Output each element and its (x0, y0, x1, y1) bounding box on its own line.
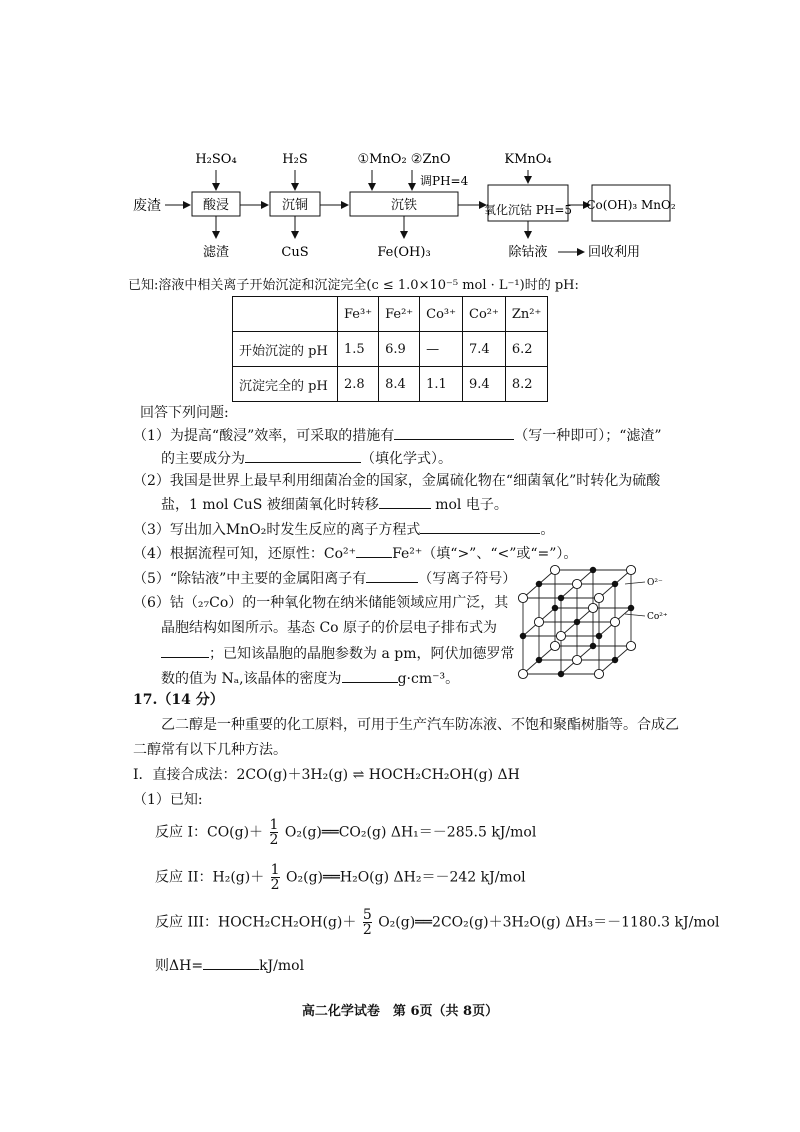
q16-2-line2 (161, 494, 740, 515)
cobalt-atom (590, 643, 596, 649)
cobalt-atom (558, 671, 564, 677)
table-row (233, 367, 548, 402)
q16-4-text-a: （4）根据流程可知，还原性：Co²⁺ (133, 546, 357, 562)
table-header: Co³⁺ (420, 297, 463, 332)
answer-blank[interactable] (245, 448, 361, 463)
output-recycle: 回收利用 (588, 245, 641, 260)
q16-4-text-b: Fe²⁺（填“>”、“<”或“=”）。 (392, 546, 578, 562)
reaction-2 (155, 863, 526, 892)
q16-2-text-b: 盐，1 mol CuS 被细菌氧化时转移 (161, 497, 379, 513)
q16-6-line2: 晶胞结构如图所示。基态 Co 原子的价层电子排布式为 (161, 620, 498, 636)
flow-adjust-ph: 调PH=4 (420, 174, 469, 188)
cobalt-atom (536, 657, 542, 663)
q16-1-text-c: 的主要成分为 (161, 451, 245, 467)
fraction-numerator: 1 (270, 862, 280, 878)
oxygen-atom (550, 641, 559, 650)
table-cell: 7.4 (463, 332, 506, 367)
q16-6-text-e: g·cm⁻³。 (397, 671, 460, 687)
cobalt-atom (536, 581, 542, 587)
answer-blank[interactable] (379, 494, 431, 509)
reaction-2-label: 反应 II：H₂(g)＋ (155, 869, 265, 886)
delta-h-label: 则ΔH= (155, 958, 204, 974)
oxygen-atom (572, 655, 581, 664)
fraction-five-halves (363, 908, 372, 937)
cobalt-atom (596, 633, 602, 639)
q16-1-text-a: （1）为提高“酸浸”效率，可采取的措施有 (133, 428, 395, 444)
table-cell: 8.4 (379, 367, 420, 402)
q16-3-text-b: 。 (540, 522, 555, 538)
q16-3-line (133, 519, 740, 540)
q16-3-text-a: （3）写出加入MnO₂时发生反应的离子方程式 (133, 522, 421, 538)
fraction-numerator: 1 (269, 817, 279, 833)
output-feoh3: Fe(OH)₃ (377, 245, 431, 260)
crystal-cell-diagram (515, 570, 668, 680)
table-header: Fe³⁺ (338, 297, 379, 332)
cobalt-atom (520, 633, 526, 639)
table-cell: — (420, 332, 463, 367)
reaction-3-rest: O₂(g)══2CO₂(g)＋3H₂O(g) ΔH₃＝－1180.3 kJ/mol (378, 914, 720, 931)
cobalt-atom (574, 619, 580, 625)
oxygen-atom (626, 565, 635, 574)
table-cell: 1.1 (420, 367, 463, 402)
oxygen-atom (626, 641, 635, 650)
known-intro: 已知:溶液中相关离子开始沉淀和沉淀完全(c ≤ 1.0×10⁻⁵ mol · L⁻¹)时的 pH: (128, 278, 579, 293)
cobalt-atom (558, 595, 564, 601)
reaction-1-label: 反应 I：CO(g)＋ (155, 824, 264, 841)
table-header: Co²⁺ (463, 297, 506, 332)
table-header-row (233, 297, 548, 332)
oxygen-atom (594, 593, 603, 602)
fraction-half (271, 863, 280, 892)
q17-known: （1）已知: (133, 792, 203, 808)
cobalt-atom (552, 605, 558, 611)
table-cell: 6.9 (379, 332, 420, 367)
answer-blank[interactable] (420, 519, 540, 534)
label-cobalt-ion: Co²⁺ (647, 612, 668, 622)
oxygen-atom (534, 617, 543, 626)
box-product-label: Co(OH)₃ MnO₂ (586, 198, 676, 212)
input-h2so4: H₂SO₄ (195, 152, 237, 167)
oxygen-atom (550, 565, 559, 574)
reaction-3 (155, 908, 720, 937)
table-cell: 9.4 (463, 367, 506, 402)
table-cell: 1.5 (338, 332, 379, 367)
fraction-denominator: 2 (270, 877, 280, 893)
ph-table (232, 296, 548, 402)
delta-h-answer-line (155, 955, 304, 975)
q16-6-text-d: 数的值为 Nₐ,该晶体的密度为 (161, 671, 342, 687)
delta-h-unit: kJ/mol (259, 958, 305, 974)
reaction-1-rest: O₂(g)══CO₂(g) ΔH₁＝－285.5 kJ/mol (284, 824, 537, 841)
output-co-removed-liquid: 除钴液 (508, 245, 548, 260)
table-header: Zn²⁺ (505, 297, 547, 332)
row-label: 沉淀完全的 pH (233, 367, 338, 402)
row-label: 开始沉淀的 pH (233, 332, 338, 367)
reaction-1 (155, 818, 536, 847)
oxygen-atom (518, 593, 527, 602)
q16-2-text-c: mol 电子。 (435, 497, 508, 513)
table-cell: 2.8 (338, 367, 379, 402)
q16-1-line2 (161, 448, 740, 469)
fraction-denominator: 2 (269, 832, 279, 848)
answer-blank[interactable] (356, 543, 392, 558)
cobalt-atom (628, 605, 634, 611)
q16-6-line1: （6）钴（₂₇Co）的一种氧化物在纳米储能领域应用广泛，其 (133, 595, 509, 611)
box-fe-precip-label: 沉铁 (390, 198, 418, 213)
answer-blank[interactable] (342, 668, 398, 683)
input-kmno4: KMnO₄ (504, 152, 552, 167)
oxygen-atom (518, 669, 527, 678)
fraction-denominator: 2 (362, 922, 372, 938)
q17-intro-2: 二醇常有以下几种方法。 (133, 742, 287, 758)
page-footer: 高二化学试卷 第 6页（共 8页） (301, 1004, 499, 1019)
q16-prompt: 回答下列问题: (140, 405, 229, 421)
q16-5-text-b: （写离子符号） (418, 571, 517, 587)
oxygen-atom (610, 617, 619, 626)
oxygen-atom (572, 579, 581, 588)
q17-intro-1: 乙二醇是一种重要的化工原料，可用于生产汽车防冻液、不饱和聚酯树脂等。合成乙 (161, 717, 679, 733)
q16-2-line1: （2）我国是世界上最早利用细菌冶金的国家，金属硫化物在“细菌氧化”时转化为硫酸 (133, 473, 661, 489)
cobalt-atom (612, 657, 618, 663)
reaction-2-rest: O₂(g)══H₂O(g) ΔH₂＝－242 kJ/mol (286, 869, 526, 886)
table-row (233, 332, 548, 367)
flow-start: 废渣 (133, 198, 161, 214)
output-residue: 滤渣 (202, 245, 230, 260)
q17-heading: 17.（14 分） (133, 692, 224, 708)
table-header: Fe²⁺ (379, 297, 420, 332)
q16-6-text-c: ；已知该晶胞的晶胞参数为 a pm，阿伏加德罗常 (209, 646, 515, 662)
cobalt-atom (590, 567, 596, 573)
q16-4-line (133, 543, 740, 564)
output-cus: CuS (281, 245, 309, 260)
oxygen-atom (556, 631, 565, 640)
q16-1-text-b: （写一种即可）；“滤渣” (514, 428, 662, 444)
q17-part1: I．直接合成法：2CO(g)＋3H₂(g) ⇌ HOCH₂CH₂OH(g) ΔH (133, 767, 520, 783)
table-corner (233, 297, 338, 332)
q16-5-text-a: （5）“除钴液”中主要的金属阳离子有 (133, 571, 367, 587)
answer-blank[interactable] (203, 955, 259, 970)
input-mno2-zno: ①MnO₂ ②ZnO (357, 152, 451, 167)
answer-blank[interactable] (161, 643, 209, 658)
oxygen-atom (594, 669, 603, 678)
box-cu-precip-label: 沉铜 (281, 198, 309, 213)
answer-blank[interactable] (394, 425, 514, 440)
fraction-half (270, 818, 279, 847)
flow-diagram (0, 0, 800, 280)
cobalt-atom (612, 581, 618, 587)
reaction-3-label: 反应 III：HOCH₂CH₂OH(g)＋ (155, 914, 357, 931)
input-h2s: H₂S (282, 152, 308, 167)
oxygen-atom (588, 603, 597, 612)
q16-1-line1 (133, 425, 740, 446)
answer-blank[interactable] (366, 568, 418, 583)
q16-1-text-d: （填化学式）。 (361, 451, 452, 467)
table-cell: 8.2 (505, 367, 547, 402)
box-co-oxidize-label: 氧化沉钴 PH=5 (483, 203, 573, 217)
table-cell: 6.2 (505, 332, 547, 367)
fraction-numerator: 5 (362, 907, 372, 923)
box-acid-leach-label: 酸浸 (202, 198, 230, 213)
label-oxide-ion: O²⁻ (647, 578, 663, 588)
